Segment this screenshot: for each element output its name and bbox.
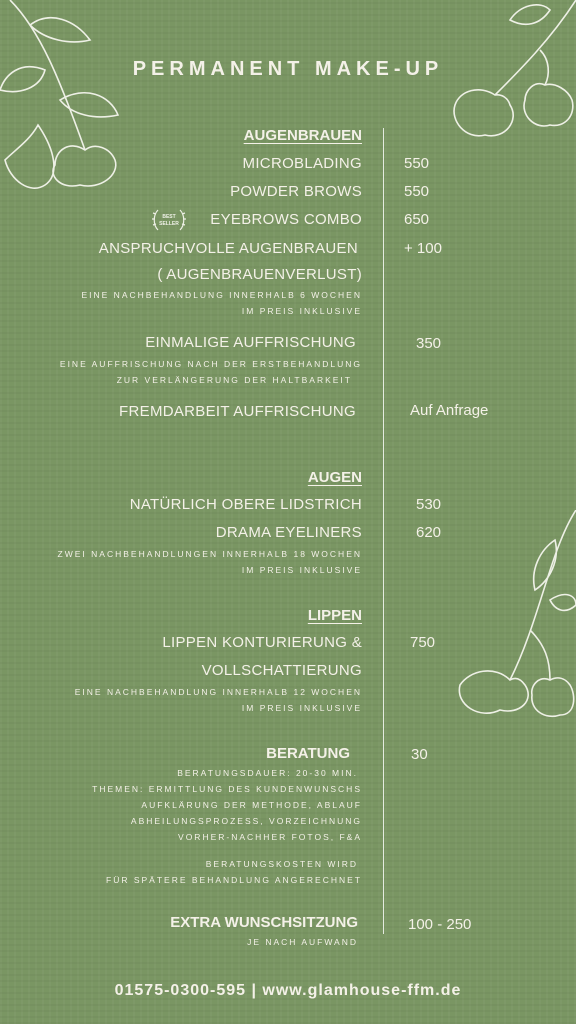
note-eyes-line2: IM PREIS INKLUSIVE bbox=[241, 565, 362, 575]
note-lips-line1: EINE NACHBEHANDLUNG INNERHALB 12 WOCHEN bbox=[74, 687, 362, 697]
price-extra: 100 - 250 bbox=[408, 916, 472, 933]
note-consult-line2: THEMEN: ERMITTLUNG DES KUNDENWUNSCHS bbox=[92, 784, 362, 794]
note-refresh-line2: ZUR VERLÄNGERUNG DER HALTBARKEIT bbox=[116, 375, 352, 385]
vertical-divider bbox=[383, 128, 384, 934]
price-microblading: 550 bbox=[404, 155, 430, 172]
price-fremdarbeit: Auf Anfrage bbox=[410, 402, 489, 419]
service-lippen: LIPPEN KONTURIERUNG & bbox=[162, 634, 362, 651]
price-eyebrows-combo: 650 bbox=[404, 211, 430, 228]
note-eyes-line1: ZWEI NACHBEHANDLUNGEN INNERHALB 18 WOCHEN bbox=[57, 549, 362, 559]
note-extra-line1: JE NACH AUFWAND bbox=[247, 937, 358, 947]
note-brows-line1: EINE NACHBEHANDLUNG INNERHALB 6 WOCHEN bbox=[81, 290, 362, 300]
service-eyebrows-combo: EYEBROWS COMBO bbox=[210, 211, 362, 228]
footer-contact: 01575-0300-595 | www.glamhouse-ffm.de bbox=[114, 982, 462, 999]
note-consult-line4: ABHEILUNGSPROZESS, VORZEICHNUNG bbox=[130, 816, 362, 826]
service-drama-eyeliners: DRAMA EYELINERS bbox=[215, 524, 362, 541]
note-brows-line2: IM PREIS INKLUSIVE bbox=[241, 306, 362, 316]
price-lippen: 750 bbox=[410, 634, 436, 651]
floral-decoration-right bbox=[450, 510, 576, 720]
service-lippen-line2: VOLLSCHATTIERUNG bbox=[201, 662, 362, 679]
price-drama-eyeliners: 620 bbox=[416, 524, 442, 541]
page-title: PERMANENT MAKE-UP bbox=[132, 58, 444, 80]
section-heading-brows: AUGENBRAUEN bbox=[243, 127, 362, 144]
note-consult-line7: FÜR SPÄTERE BEHANDLUNG ANGERECHNET bbox=[106, 875, 362, 885]
price-einmalige-auffrischung: 350 bbox=[416, 335, 442, 352]
note-consult-line5: VORHER-NACHHER FOTOS, F&A bbox=[178, 832, 362, 842]
section-heading-consult: BERATUNG bbox=[266, 745, 350, 762]
price-lidstrich: 530 bbox=[416, 496, 442, 513]
note-lips-line2: IM PREIS INKLUSIVE bbox=[241, 703, 362, 713]
price-powder-brows: 550 bbox=[404, 183, 430, 200]
service-lidstrich: NATÜRLICH OBERE LIDSTRICH bbox=[129, 496, 362, 513]
badge-text-line1: BEST bbox=[162, 214, 176, 220]
section-heading-eyes: AUGEN bbox=[307, 469, 362, 486]
price-beratung: 30 bbox=[411, 746, 428, 763]
section-heading-extra: EXTRA WUNSCHSITZUNG bbox=[170, 914, 358, 931]
floral-decoration-top-left bbox=[0, 0, 140, 200]
section-heading-lips: LIPPEN bbox=[307, 607, 362, 624]
service-powder-brows: POWDER BROWS bbox=[230, 183, 362, 200]
badge-text-line2: SELLER bbox=[159, 221, 179, 227]
service-microblading: MICROBLADING bbox=[242, 155, 362, 172]
service-fremdarbeit: FREMDARBEIT AUFFRISCHUNG bbox=[119, 403, 356, 420]
note-consult-line1: BERATUNGSDAUER: 20-30 MIN. bbox=[177, 768, 358, 778]
service-anspruchsvolle: ANSPRUCHVOLLE AUGENBRAUEN bbox=[98, 240, 358, 257]
service-anspruchsvolle-line2: ( AUGENBRAUENVERLUST) bbox=[157, 266, 362, 283]
price-anspruchsvolle: + 100 bbox=[404, 240, 442, 257]
best-seller-badge-icon bbox=[152, 207, 186, 233]
note-consult-line6: BERATUNGSKOSTEN WIRD bbox=[205, 859, 358, 869]
note-consult-line3: AUFKLÄRUNG DER METHODE, ABLAUF bbox=[141, 800, 362, 810]
note-refresh-line1: EINE AUFFRISCHUNG NACH DER ERSTBEHANDLUNG bbox=[59, 359, 362, 369]
service-einmalige-auffrischung: EINMALIGE AUFFRISCHUNG bbox=[145, 334, 356, 351]
